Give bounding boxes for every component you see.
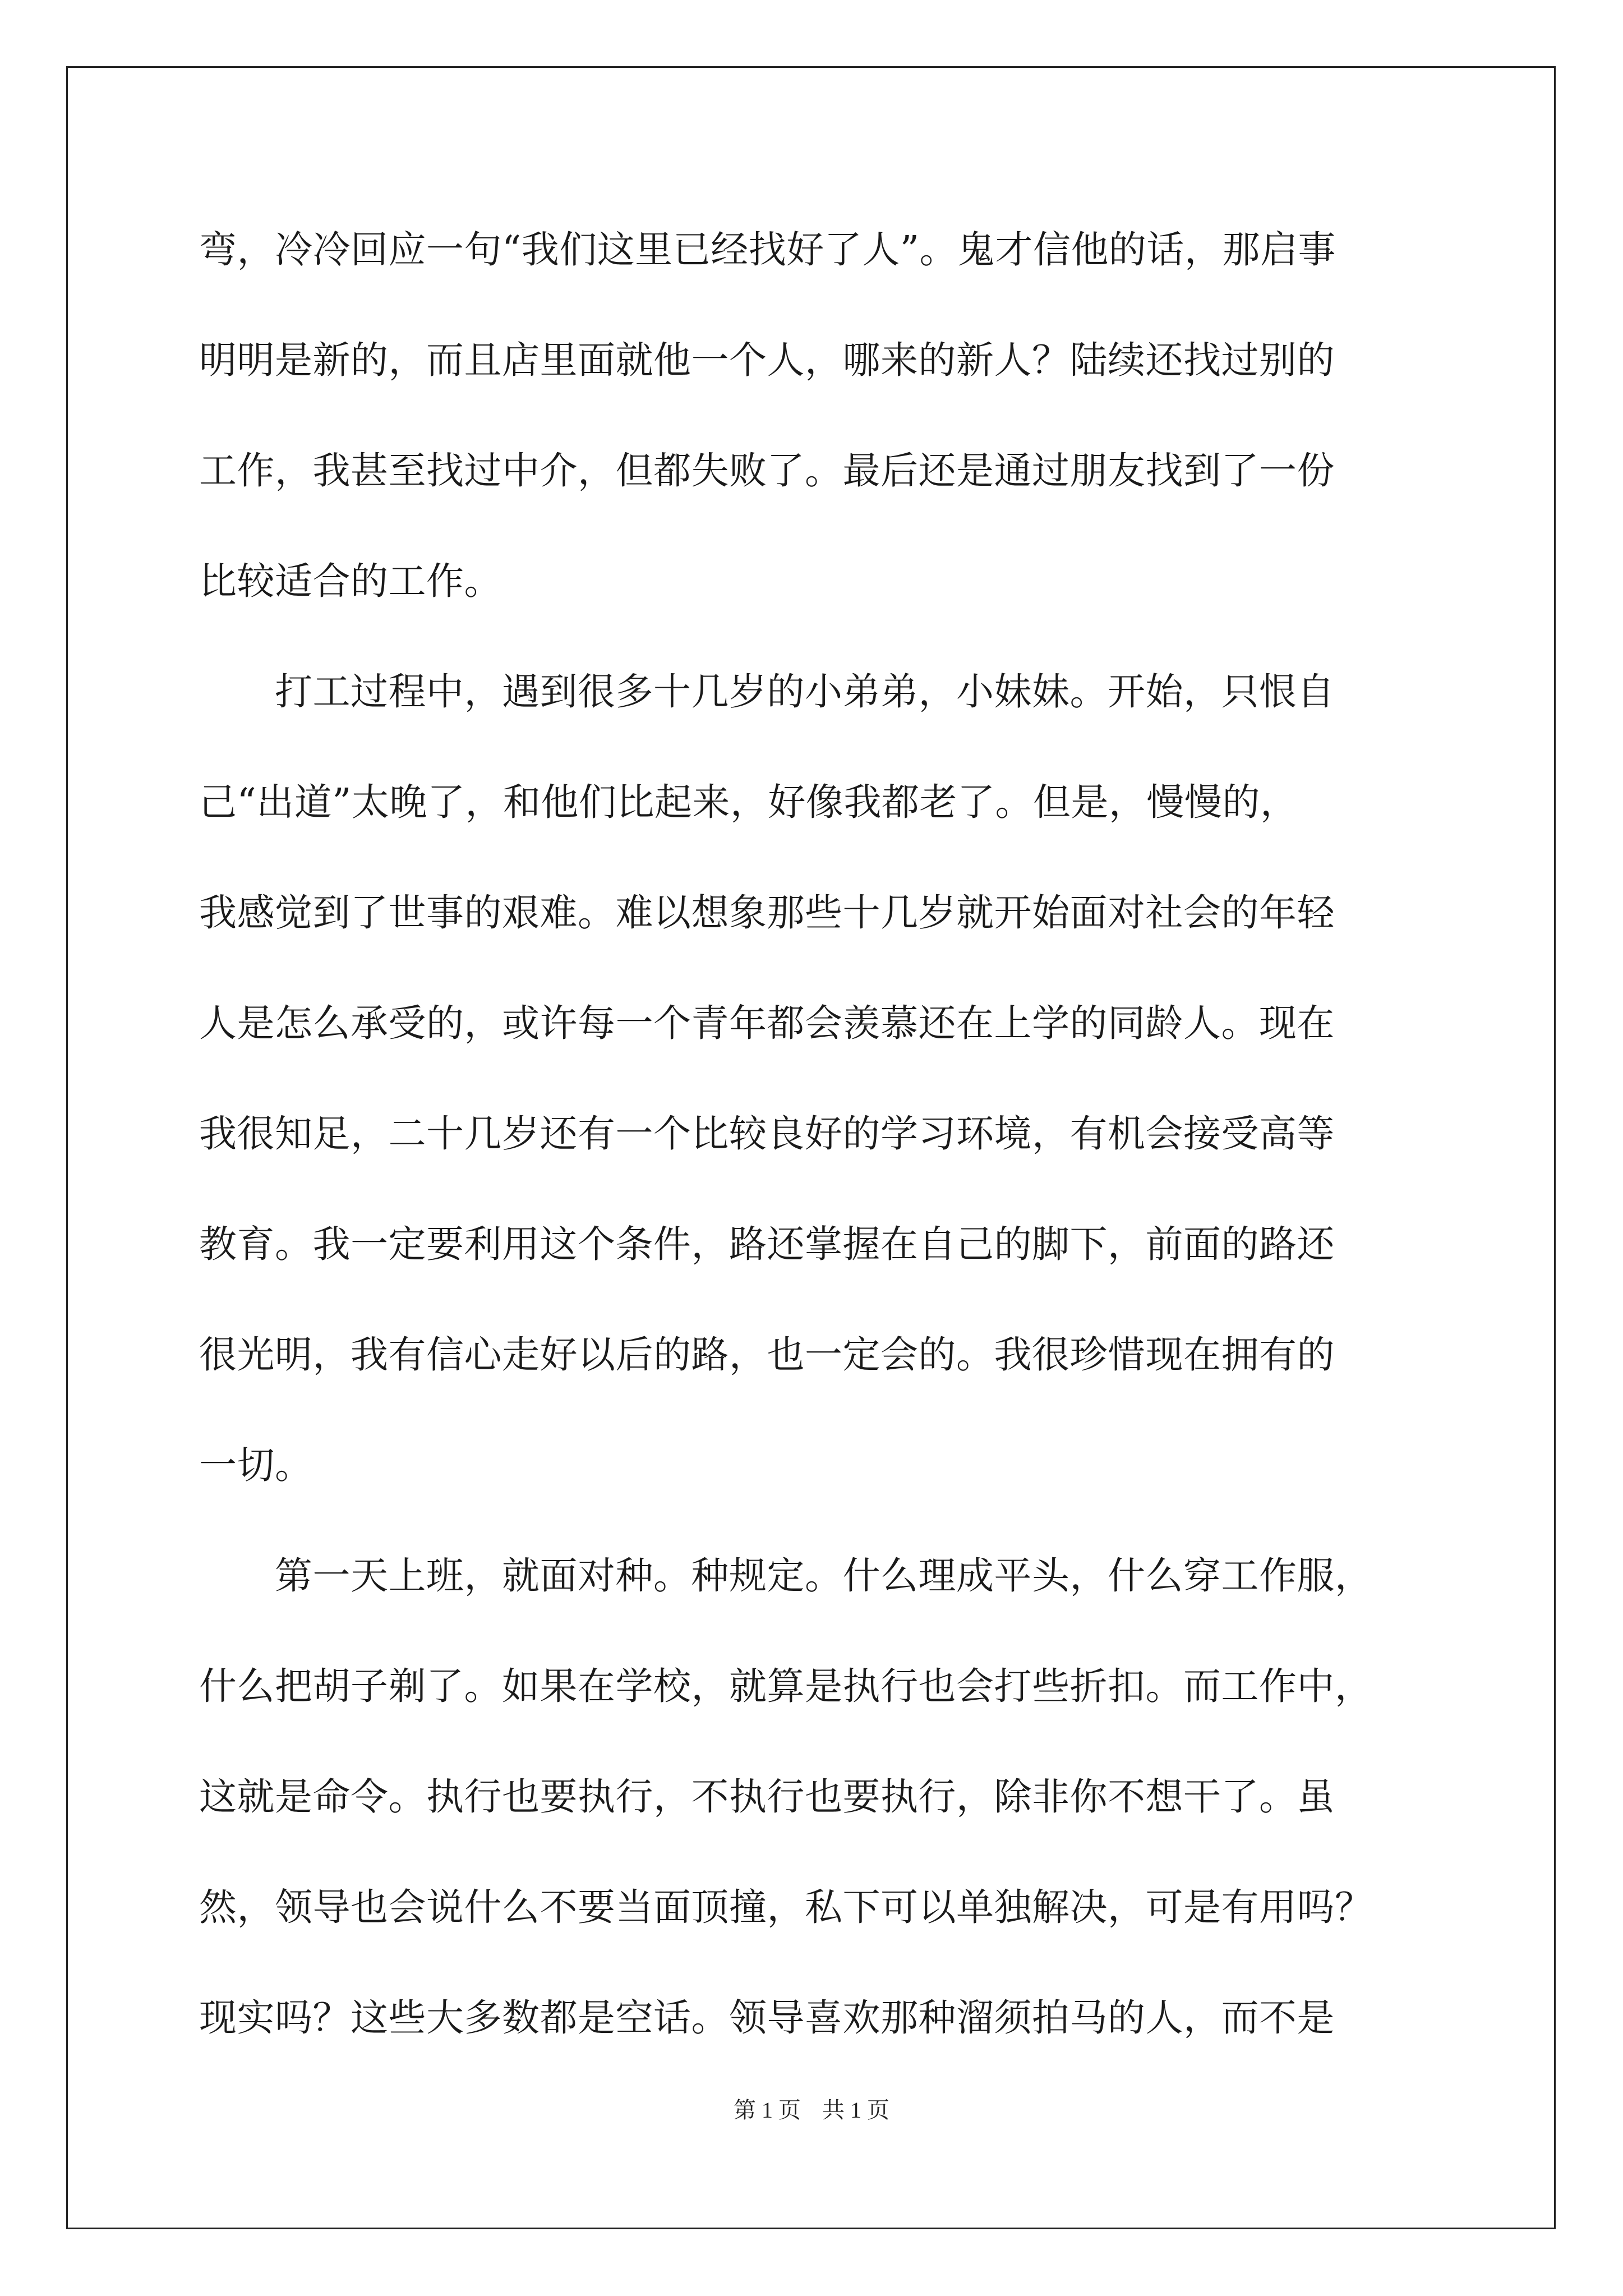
text-line: 我感觉到了世事的艰难。难以想象那些十几岁就开始面对社会的年轻: [199, 891, 1335, 935]
document-body: [199, 213, 1422, 2092]
text-line: 教育。我一定要利用这个条件，路还掌握在自己的脚下，前面的路还: [199, 1222, 1335, 1266]
text-line: 弯，冷冷回应一句“我们这里已经找好了人”。鬼才信他的话，那启事: [199, 228, 1336, 272]
text-line: 己“出道”太晚了，和他们比起来，好像我都老了。但是，慢慢的，: [199, 780, 1298, 824]
text-line: 打工过程中，遇到很多十几岁的小弟弟，小妹妹。开始，只恨自: [199, 670, 1335, 714]
text-line: 比较适合的工作。: [199, 559, 502, 603]
text-line: 工作，我甚至找过中介，但都失败了。最后还是通过朋友找到了一份: [199, 449, 1335, 493]
text-line: 第一天上班，就面对种。种规定。什么理成平头，什么穿工作服，: [199, 1554, 1373, 1598]
text-line: 什么把胡子剃了。如果在学校，就算是执行也会打些折扣。而工作中，: [199, 1664, 1373, 1708]
text-line: 很光明，我有信心走好以后的路，也一定会的。我很珍惜现在拥有的: [199, 1333, 1335, 1377]
page-footer: [0, 2092, 1623, 2124]
total-pages: 共 1 页: [822, 2097, 889, 2123]
text-line: 人是怎么承受的，或许每一个青年都会羡慕还在上学的同龄人。现在: [199, 1001, 1335, 1045]
text-line: 一切。: [199, 1443, 313, 1487]
page-number: 第 1 页: [734, 2097, 801, 2123]
text-line: 然，领导也会说什么不要当面顶撞，私下可以单独解决，可是有用吗？: [199, 1885, 1373, 1929]
text-line: 明明是新的，而且店里面就他一个人，哪来的新人？陆续还找过别的: [199, 338, 1335, 382]
text-line: 这就是命令。执行也要执行，不执行也要执行，除非你不想干了。虽: [199, 1775, 1335, 1819]
text-line: 现实吗？这些大多数都是空话。领导喜欢那种溜须拍马的人，而不是: [199, 1996, 1335, 2040]
text-line: 我很知足，二十几岁还有一个比较良好的学习环境，有机会接受高等: [199, 1112, 1335, 1156]
